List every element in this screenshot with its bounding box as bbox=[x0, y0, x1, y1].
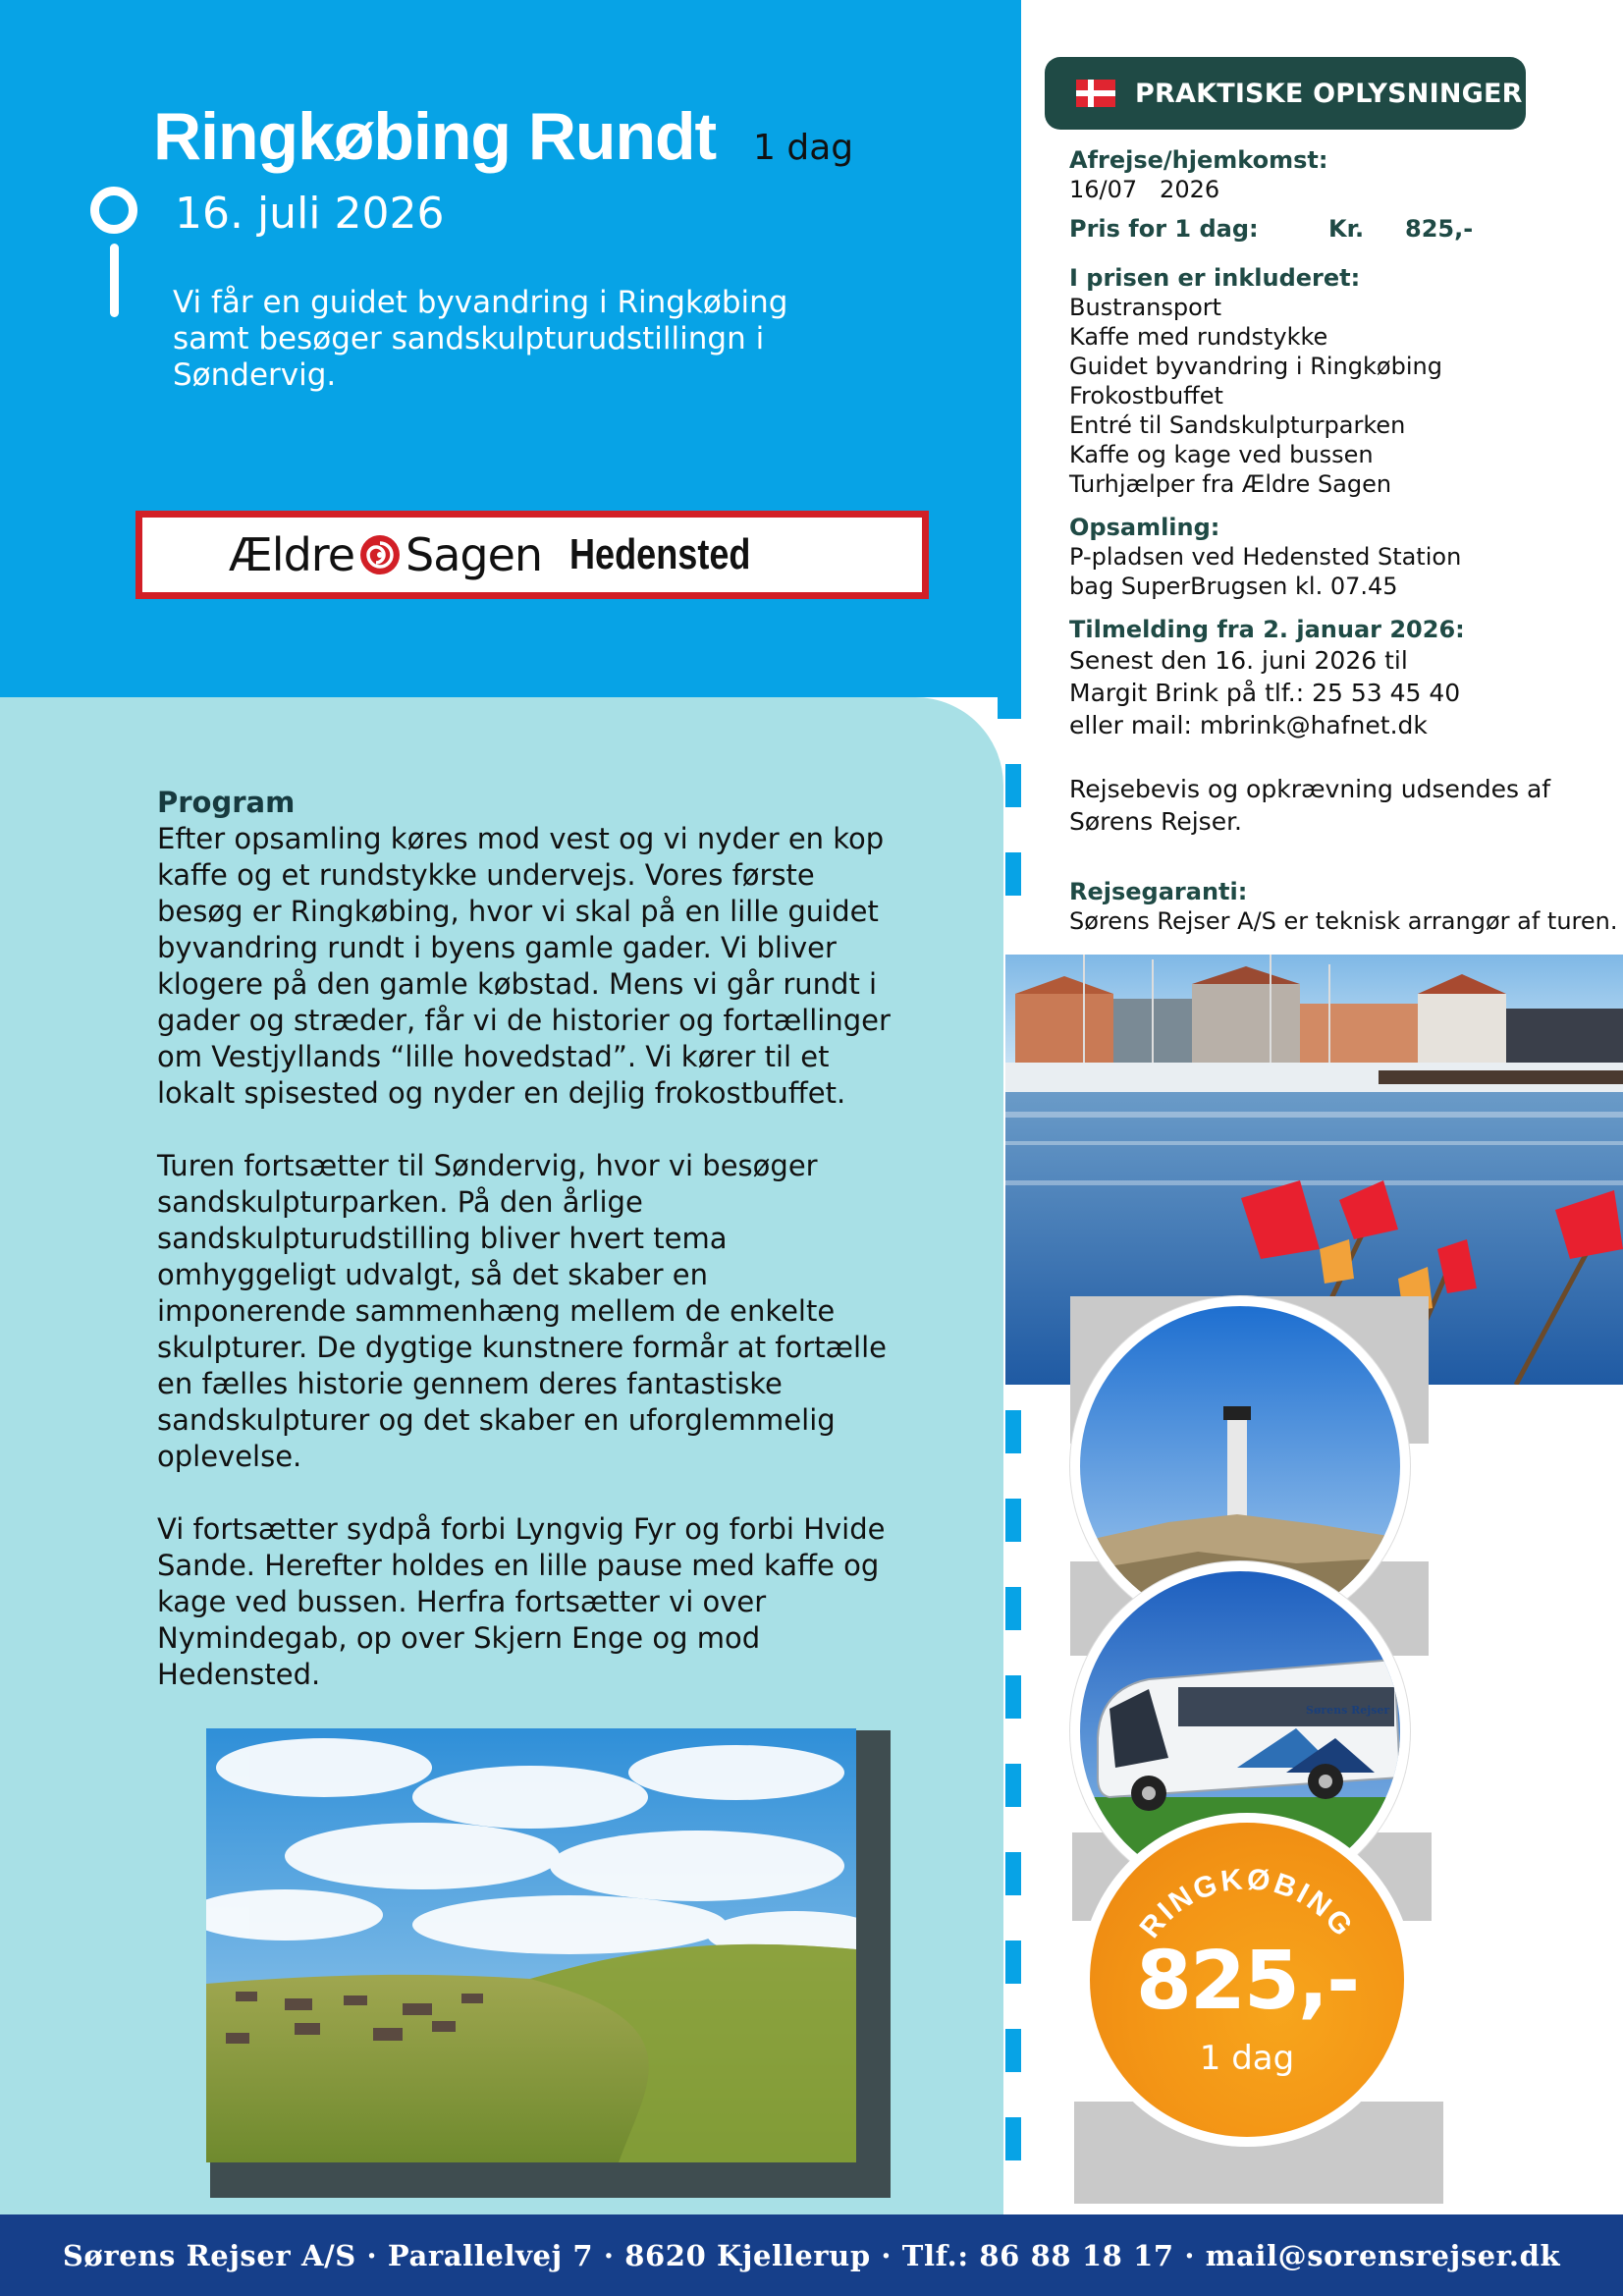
logo-name-part2: Sagen bbox=[406, 528, 543, 581]
departure-value: 16/07 2026 bbox=[1069, 176, 1220, 203]
trip-duration: 1 dag bbox=[753, 128, 854, 168]
edge-notch bbox=[1005, 2029, 1021, 2072]
ticket-line: Sørens Rejser. bbox=[1069, 807, 1243, 836]
edge-notch bbox=[1005, 587, 1021, 630]
edge-notch bbox=[1005, 2117, 1021, 2160]
included-item: Entré til Sandskulpturparken bbox=[1069, 411, 1406, 439]
signup-line: Senest den 16. juni 2026 til bbox=[1069, 646, 1408, 675]
price-currency: Kr. bbox=[1328, 215, 1365, 243]
price-label: Pris for 1 dag: bbox=[1069, 215, 1259, 243]
program-body bbox=[157, 821, 903, 1729]
edge-notch bbox=[1005, 1941, 1021, 1984]
included-label: I prisen er inkluderet: bbox=[1069, 264, 1361, 292]
included-item: Kaffe med rundstykke bbox=[1069, 323, 1328, 351]
price-badge-amount: 825,- bbox=[1135, 1935, 1359, 2028]
bus-livery-text: Sørens Rejser bbox=[1306, 1704, 1390, 1717]
pickup-label: Opsamling: bbox=[1069, 514, 1220, 541]
included-item: Bustransport bbox=[1069, 294, 1222, 321]
price-badge-duration: 1 dag bbox=[1199, 2039, 1295, 2078]
svg-text:RINGKØBING bbox=[1134, 1863, 1361, 1944]
logo-chapter: Hedensted bbox=[569, 530, 751, 578]
edge-notch bbox=[998, 676, 1021, 719]
included-item: Guidet byvandring i Ringkøbing bbox=[1069, 353, 1442, 380]
organization-logo bbox=[135, 511, 929, 599]
edge-notch bbox=[1005, 1764, 1021, 1807]
edge-notch bbox=[1005, 145, 1021, 189]
guarantee-label: Rejsegaranti: bbox=[1069, 878, 1248, 905]
swirl-logo-icon bbox=[358, 533, 402, 576]
edge-notch bbox=[1005, 499, 1021, 542]
trip-title: Ringkøbing Rundt bbox=[153, 99, 717, 174]
edge-notch bbox=[1005, 1852, 1021, 1895]
edge-notch bbox=[1005, 764, 1021, 807]
pickup-line: bag SuperBrugsen kl. 07.45 bbox=[1069, 573, 1398, 600]
pickup-line: P-pladsen ved Hedensted Station bbox=[1069, 543, 1462, 571]
footer bbox=[0, 2214, 1623, 2296]
edge-notch bbox=[1005, 57, 1021, 100]
edge-notch bbox=[1005, 1410, 1021, 1453]
signup-line: Margit Brink på tlf.: 25 53 45 40 bbox=[1069, 679, 1461, 707]
program-heading: Program bbox=[157, 786, 296, 819]
departure-label: Afrejse/hjemkomst: bbox=[1069, 146, 1328, 174]
practical-info-title: PRAKTISKE OPLYSNINGER bbox=[1135, 78, 1523, 109]
ticket-line: Rejsebevis og opkrævning udsendes af bbox=[1069, 775, 1551, 803]
edge-notch bbox=[1005, 1499, 1021, 1542]
edge-notch bbox=[1005, 852, 1021, 896]
program-paragraph: Turen fortsætter til Søndervig, hvor vi besøger sandskulpturparken. På den årlige sandskulpturudstilling bliver hvert tema omhyggeligt udvalgt, så det skaber en imponerende sammenhæng mellem de enkelte skulpturer. De dygtige kunstnere formår at fortælle en fælles historie gennem deres fantastiske sandskulpturer og det skaber en uforglemmelig oplevelse. bbox=[157, 1149, 887, 1473]
program-paragraph: Efter opsamling køres mod vest og vi nyder en kop kaffe og et rundstykke undervejs. Vores første besøg er Ringkøbing, hvor vi skal på en lille guidet byvandring rundt i byens gamle gader. Vi bliver klogere på den gamle købstad. Mens vi går rundt i gader og stræder, får vi de historier og fortællinger om Vestjyllands “lille hovedstad”. Vi kører til et lokalt spisested og nyder en dejlig frokostbuffet. bbox=[157, 822, 891, 1110]
practical-info bbox=[1069, 145, 1619, 936]
signup-label: Tilmelding fra 2. januar 2026: bbox=[1069, 616, 1465, 643]
guarantee-text: Sørens Rejser A/S er teknisk arrangør af turen. bbox=[1069, 907, 1618, 935]
edge-notch bbox=[1005, 1587, 1021, 1630]
company-contact: Sørens Rejser A/S · Parallelvej 7 · 8620 Kjellerup · Tlf.: 86 88 18 17 · mail@sorensrejser.dk bbox=[62, 2238, 1561, 2272]
trip-intro: Vi får en guidet byvandring i Ringkøbing samt besøger sandskulpturudstillingn i Søndervig. bbox=[173, 285, 788, 393]
danish-flag-icon bbox=[1076, 80, 1115, 107]
price-badge bbox=[1080, 1813, 1414, 2147]
edge-notch bbox=[1005, 1675, 1021, 1719]
timeline-line bbox=[110, 244, 119, 317]
included-item: Frokostbuffet bbox=[1069, 382, 1223, 410]
price-row bbox=[1069, 214, 1619, 244]
edge-notch bbox=[1005, 322, 1021, 365]
price-value: 825,- bbox=[1405, 215, 1474, 243]
timeline-marker-icon bbox=[90, 187, 137, 234]
logo-name-part1: Ældre bbox=[229, 528, 354, 581]
included-item: Turhjælper fra Ældre Sagen bbox=[1069, 470, 1392, 498]
price-badge-destination: RINGKØBING bbox=[1133, 1863, 1361, 1944]
trip-date: 16. juli 2026 bbox=[175, 189, 445, 239]
edge-notch bbox=[1005, 410, 1021, 454]
signup-line: eller mail: mbrink@hafnet.dk bbox=[1069, 711, 1428, 739]
dune-landscape-photo bbox=[206, 1728, 856, 2162]
edge-notch bbox=[1005, 234, 1021, 277]
included-item: Kaffe og kage ved bussen bbox=[1069, 441, 1374, 468]
practical-info-badge bbox=[1045, 57, 1526, 130]
program-paragraph: Vi fortsætter sydpå forbi Lyngvig Fyr og forbi Hvide Sande. Herefter holdes en lille pause med kaffe og kage ved bussen. Herfra fortsætter vi over Nymindegab, op over Skjern Enge og mod Hedensted. bbox=[157, 1512, 886, 1691]
